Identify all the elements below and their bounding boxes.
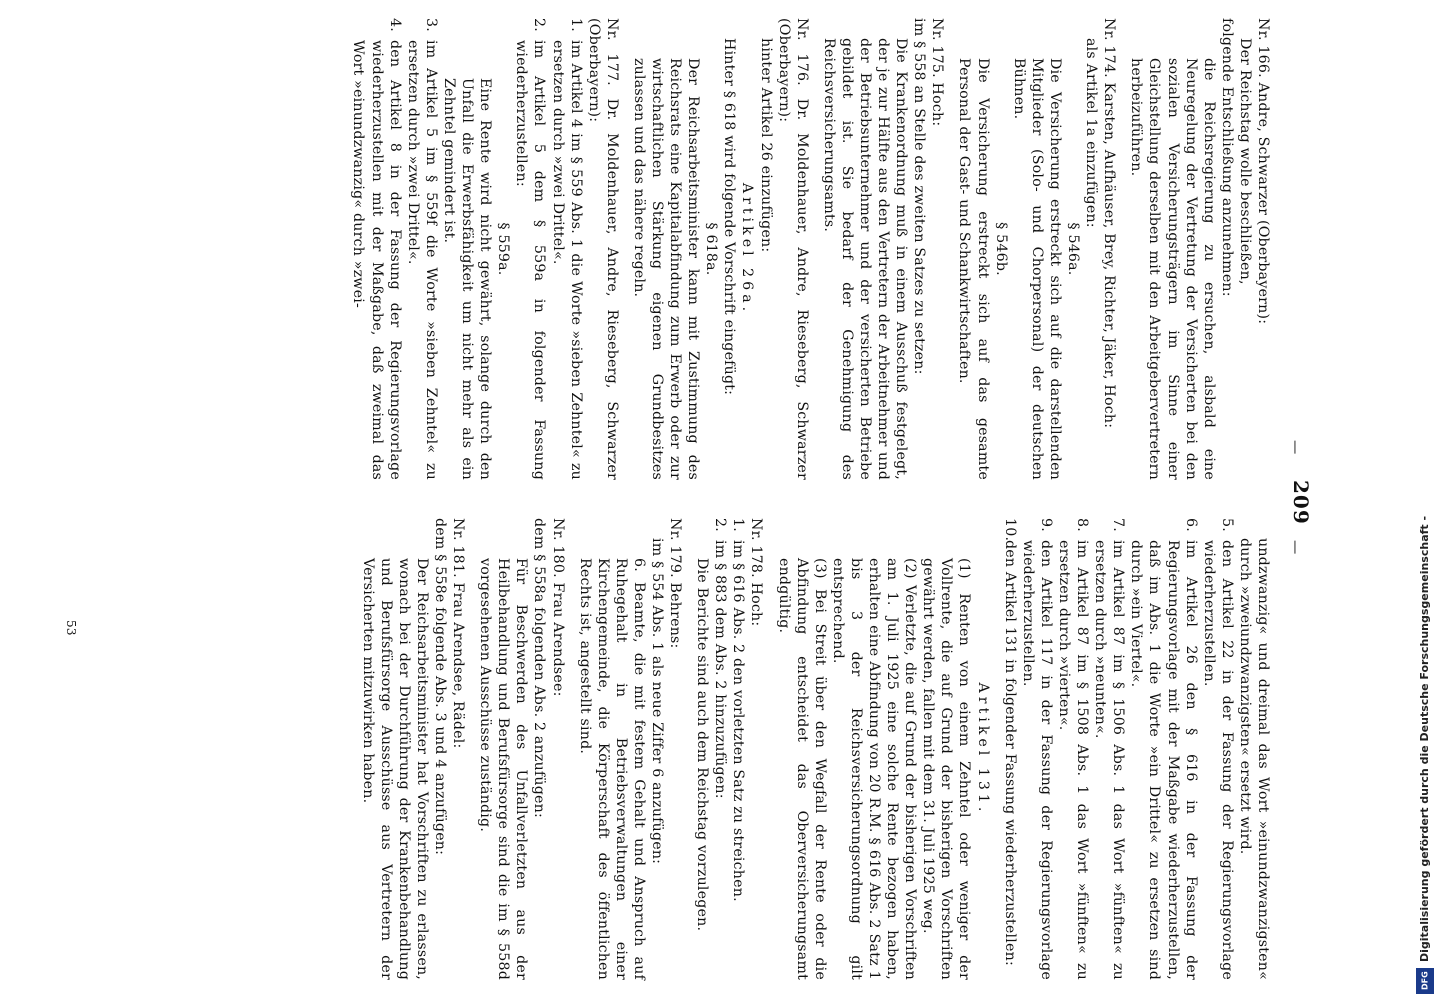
list-item: 5. den Artikel 22 in der Fassung der Regierungsvorlage wiederherzustellen. (1200, 518, 1235, 980)
motion-176-paragraph-sign: § 618a. (703, 222, 720, 276)
list-item: 8. im Artikel 87 im § 1508 Abs. 1 das Wort »fünften« zu ersetzen durch »vierten«. (1055, 518, 1091, 980)
motion-178-heading: Nr. 178. Hoch: (748, 518, 765, 627)
list-item: 1. im Artikel 4 im § 559 Abs. 1 die Worte »sieben Zehntel« zu ersetzen durch »zwei Drittel«. (549, 18, 584, 480)
motion-174-paragraph-sign-2: § 546b. (992, 222, 1009, 276)
list-item: 2. im Artikel 5 dem § 559a in folgender Fassung wiederherzustellen: (513, 18, 548, 480)
list-item: 9. den Artikel 117 in der Fassung der Regierungsvorlage wiederherzustellen. (1019, 518, 1054, 980)
motion-180-heading: Nr. 180. Frau Arendsee: (549, 518, 566, 697)
motion-176-body: Der Reichsarbeitsminister kann mit Zustimmung des Reichsrats eine Kapitalabfindung zum Erwerb oder zur wirtschaftlichen Stärkung eigenen Grundbesitzes zulassen und das nähere regeln. (630, 58, 702, 480)
article-131-para-2: (2) Verletzte, die auf Grund der bisherigen Vorschriften am 1. Juli 1925 eine solche Rente bezogen haben, erhalten eine Abfindung von 20 R.M. § 616 Abs. 2 Satz 1 bis 3 der Reichsversicherungsordnung gilt entsprechend. (829, 558, 919, 980)
motion-174-body: Die Versicherung erstreckt sich auf die darstellenden Mitglieder (Solo- und Chorpersonal) der deutschen Bühnen. (1010, 58, 1063, 480)
motion-175-body: Die Krankenordnung muß in einem Ausschuß festgelegt, der je zur Hälfte aus den Vertretern der Arbeitnehmer und der Betriebsunternehmer und der versicherten Betriebe gebildet ist. Sie bedarf der Genehmigung des Reichsversicherungsamts. (820, 38, 910, 480)
list-item: 7. im Artikel 87 im § 1506 Abs. 1 das Wort »fünften« zu ersetzen durch »neunten«. (1092, 518, 1127, 980)
left-column (349, 18, 1272, 480)
motion-176-instruction: hinter Artikel 26 einzufügen: (757, 38, 774, 253)
sheet-signature: 53 (64, 620, 78, 636)
motion-177-paragraph-sign: § 559a. (495, 222, 512, 276)
dfg-logo-icon: DFG (1416, 968, 1434, 994)
motion-181-heading: Nr. 181. Frau Arendsee, Rädel: (450, 518, 467, 749)
motion-174-body-2: Die Versicherung erstreckt sich auf das gesamte Personal der Gast- und Schankwirtschaften. (956, 58, 991, 480)
motion-175-instruction: im § 558 an Stelle des zweiten Satzes zu setzen: (911, 18, 928, 375)
motion-175-heading: Nr. 175. Hoch: (929, 18, 946, 127)
motion-180-instruction: dem § 558a folgenden Abs. 2 anzufügen: (531, 518, 548, 818)
page-header (1274, 0, 1314, 1000)
motion-176-instruction-2: Hinter § 618 wird folgende Vorschrift eingefügt: (721, 38, 738, 396)
motion-179-instruction: im § 554 Abs. 1 als neue Ziffer 6 anzufügen: (649, 538, 665, 865)
motion-176-heading: Nr. 176. Dr. Moldenhauer, Andre, Rieseberg, Schwarzer (Oberbayern): (775, 18, 810, 480)
header-dash-left: — (1287, 440, 1303, 455)
article-131-para-1: (1) Renten von einem Zehntel oder weniger der Vollrente, die auf Grund der bisherigen Vorschriften gewährt werden, fallen mit dem 31. Juli 1925 weg. (920, 558, 973, 980)
article-131-heading: Artikel 131. (974, 682, 991, 816)
continuation-text: undzwanzig« und dreimal das Wort »einundzwanzigsten« durch »zweiundzwanzigsten« ersetzt wird. (1236, 538, 1271, 980)
header-dash-right: — (1287, 540, 1303, 555)
page-number: 209 (1289, 480, 1313, 525)
motion-181-body: Der Reichsarbeitsminister hat Vorschriften zu erlassen, wonach bei der Durchführung der Krankenbehandlung und Berufsfürsorge Ausschüsse aus Vertretern der Versicherten mitzuwirken haben. (359, 558, 430, 980)
motion-166-heading: Nr. 166. Andre, Schwarzer (Oberbayern): (1255, 18, 1271, 325)
motion-177-body: Eine Rente wird nicht gewährt, solange durch den Unfall die Erwerbsfähigkeit um nicht mehr als ein Zehntel gemindert ist. (440, 78, 494, 480)
motion-166-intro: Der Reichstag wolle beschließen, (1236, 38, 1253, 285)
list-item: 3. im Artikel 5 im § 559f die Worte »sieben Zehntel« zu ersetzen durch »zwei Drittel«. (404, 18, 439, 480)
list-item: 6. im Artikel 26 den § 616 in der Fassung der Regierungsvorlage mit der Maßgabe wiederherzustellen, daß im Abs. 1 die Worte »ein Drittel« zu ersetzen sind durch »ein Viertel«. (1128, 518, 1199, 980)
motion-178-body: Die Berichte sind auch dem Reichstag vorzulegen. (694, 558, 711, 932)
motion-177-heading: Nr. 177. Dr. Moldenhauer, Andre, Rieseberg, Schwarzer (Oberbayern): (585, 18, 620, 480)
motion-179-heading: Nr. 179. Behrens: (667, 518, 684, 649)
digitization-credit: Digitalisierung gefördert durch die Deutsche Forschungsgemeinschaft - (1418, 515, 1431, 962)
motion-174-paragraph-sign: § 546a. (1065, 222, 1082, 276)
list-item: 10. den Artikel 131 in folgender Fassung wiederherzustellen: (1001, 518, 1018, 966)
list-item: 4. den Artikel 8 in der Fassung der Regierungsvorlage wiederherzustellen mit der Maßgabe, daß zweimal das Wort »einundzwanzig« durch »zwei- (350, 18, 403, 480)
motion-176-article: Artikel 26a. (739, 182, 756, 316)
motion-166-intro-2: folgende Entschließung anzunehmen: (1218, 18, 1235, 297)
motion-174-instruction: als Artikel 1a einzufügen: (1083, 38, 1100, 228)
list-item: 1. im § 616 Abs. 2 den vorletzten Satz zu streichen. (730, 518, 747, 902)
motion-166-body: die Reichsregierung zu ersuchen, alsbald eine Neuregelung der Vertretung der Versicherten bei den sozialen Versicherungsträgern im Sinne einer Gleichstellung derselben mit den Arbeitgebervertretern herbeizuführen. (1128, 58, 1217, 480)
motion-174-heading: Nr. 174. Karsten, Aufhäuser, Brey, Richter, Jäker, Hoch: (1101, 18, 1118, 429)
motion-179-body: 6. Beamte, die mit festem Gehalt und Anspruch auf Ruhegehalt in Betriebsverwaltungen einer Kirchengemeinde, die Körperschaft des öffentlichen Rechts ist, angestellt sind. (576, 558, 647, 980)
motion-181-instruction: dem § 558e folgende Abs. 3 und 4 anzufügen: (431, 518, 448, 856)
article-131-para-3: (3) Bei Streit über den Wegfall der Rente oder die Abfindung entscheidet das Oberversicherungsamt endgültig. (775, 558, 828, 980)
motion-180-body: Für Beschwerden des Unfallverletzten aus der Heilbehandlung und Berufsfürsorge sind die im § 558d vorgesehenen Ausschüsse zuständig. (477, 558, 530, 980)
right-column (359, 518, 1273, 980)
list-item: 2. im § 883 dem Abs. 2 hinzuzufügen: (712, 518, 729, 799)
